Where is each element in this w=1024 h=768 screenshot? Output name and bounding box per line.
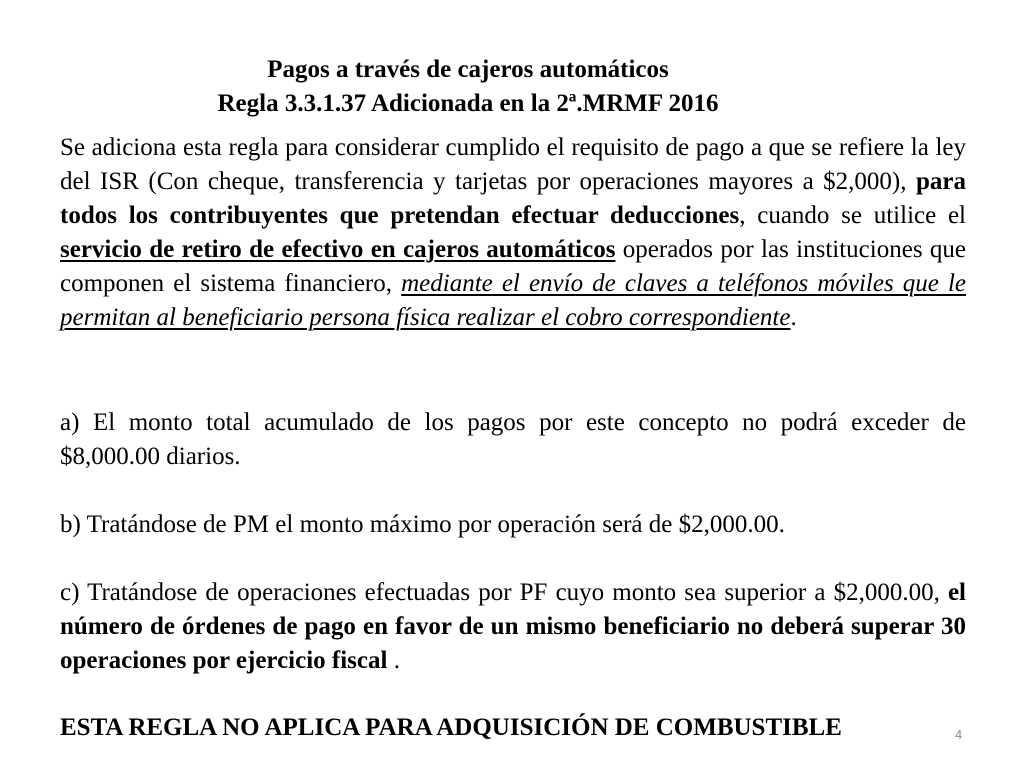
intro-text-4: . [790,304,797,331]
item-b-paragraph: b) Tratándose de PM el monto máximo por operación será de $2,000.00. [60,511,785,538]
slide-title-line2: Regla 3.3.1.37 Adicionada en la 2ª.MRMF 2016 [217,90,719,117]
item-a-paragraph: a) El monto total acumulado de los pagos por este concepto no podrá exceder de $8,000.00 diarios. [60,409,966,470]
closing-statement: ESTA REGLA NO APLICA PARA ADQUISICIÓN DE COMBUSTIBLE [60,714,842,741]
intro-text-1: Se adiciona esta regla para considerar cumplido el requisito de pago a que se refiere la ley del ISR (Con cheque, transferencia y tarjetas por operaciones mayores a $2,000), [60,134,966,195]
item-c-text-1: c) Tratándose de operaciones efectuadas por PF cuyo monto sea superior a $2,000.00, [60,579,948,606]
intro-text-2: , cuando se utilice el [739,202,966,229]
item-c-bold: el número de órdenes de pago en favor de un mismo beneficiario no deberá superar 30 operaciones por ejercicio fiscal [60,579,966,674]
intro-text-3: operados por las instituciones que componen el sistema financiero, [60,236,966,297]
intro-bold-underline-servicio: servicio de retiro de efectivo en cajeros automáticos [60,236,616,263]
slide-title-line1: Pagos a través de cajeros automáticos [267,56,669,83]
intro-paragraph [60,131,966,335]
item-c-paragraph [60,576,966,678]
item-c-text-2: . [387,647,400,674]
intro-bold-contribuyentes: para todos los contribuyentes que pretendan efectuar deducciones [60,168,966,229]
page-number: 4 [955,727,963,742]
intro-italic-mediante: mediante el envío de claves a teléfonos móviles que le permitan al beneficiario persona física realizar el cobro correspondiente [60,270,966,331]
